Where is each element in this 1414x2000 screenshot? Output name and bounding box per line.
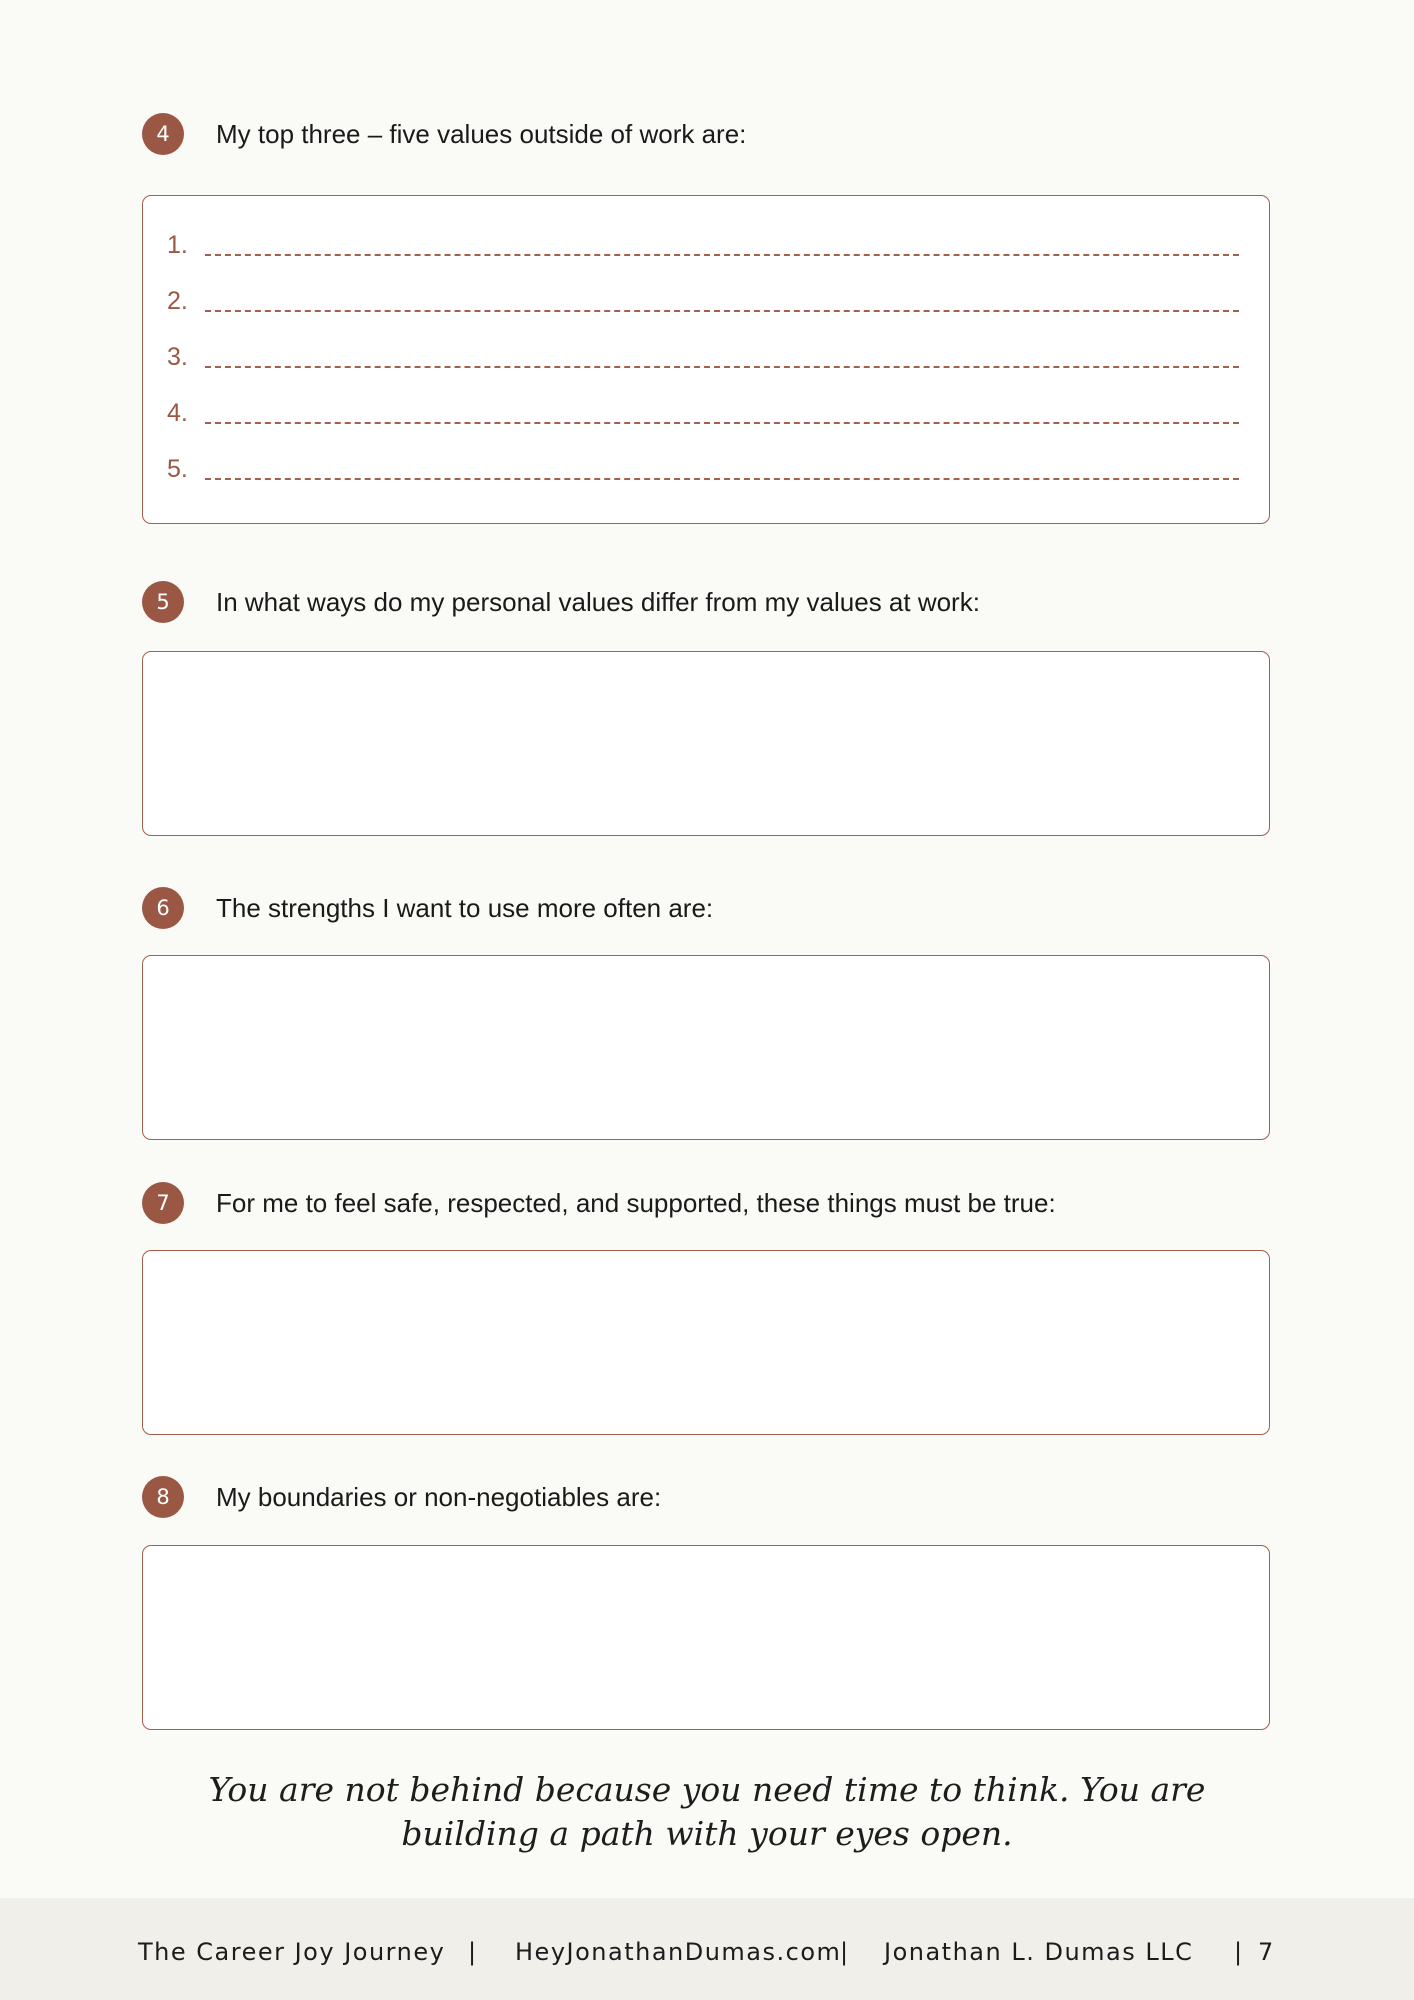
question-text: In what ways do my personal values differ from my values at work: [216,586,980,617]
footer-separator: | [840,1938,850,1966]
answer-box-6[interactable] [142,955,1270,1140]
footer-title: The Career Joy Journey [138,1938,446,1966]
list-number: 4. [167,399,188,427]
page-footer [0,1898,1414,2000]
question-text: The strengths I want to use more often are: [216,892,714,923]
list-item[interactable] [167,386,1239,426]
list-number: 5. [167,455,188,483]
answer-box-7[interactable] [142,1250,1270,1435]
quote-line-1: You are not behind because you need time to think. You are [208,1770,1206,1809]
question-text: For me to feel safe, respected, and supported, these things must be true: [216,1187,1056,1218]
footer-separator: | [468,1938,478,1966]
list-item[interactable] [167,330,1239,370]
question-7 [142,1182,1056,1224]
footer-company: Jonathan L. Dumas LLC [884,1938,1194,1966]
fill-in-line[interactable] [205,421,1239,424]
fill-in-line[interactable] [205,253,1239,256]
question-text: My boundaries or non-negotiables are: [216,1481,662,1512]
question-number-badge: 5 [142,581,184,623]
question-number-badge: 4 [142,113,184,155]
fill-in-line[interactable] [205,365,1239,368]
question-8 [142,1476,661,1518]
question-6 [142,887,713,929]
question-number-badge: 7 [142,1182,184,1224]
list-number: 2. [167,287,188,315]
question-5 [142,581,980,623]
list-item[interactable] [167,442,1239,482]
footer-separator: | [1234,1938,1244,1966]
list-number: 3. [167,343,188,371]
fill-in-line[interactable] [205,477,1239,480]
question-number-badge: 6 [142,887,184,929]
list-number: 1. [167,231,188,259]
page-number: 7 [1258,1938,1275,1966]
fill-in-line[interactable] [205,309,1239,312]
answer-box-8[interactable] [142,1545,1270,1730]
question-number-badge: 8 [142,1476,184,1518]
question-4 [142,113,746,155]
answer-box-5[interactable] [142,651,1270,836]
footer-website-link[interactable]: HeyJonathanDumas.com [515,1938,842,1966]
list-item[interactable] [167,218,1239,258]
quote-line-2: building a path with your eyes open. [401,1814,1013,1853]
values-list-box [142,195,1270,524]
list-item[interactable] [167,274,1239,314]
closing-quote [0,1768,1414,1856]
question-text: My top three – five values outside of work are: [216,118,747,149]
